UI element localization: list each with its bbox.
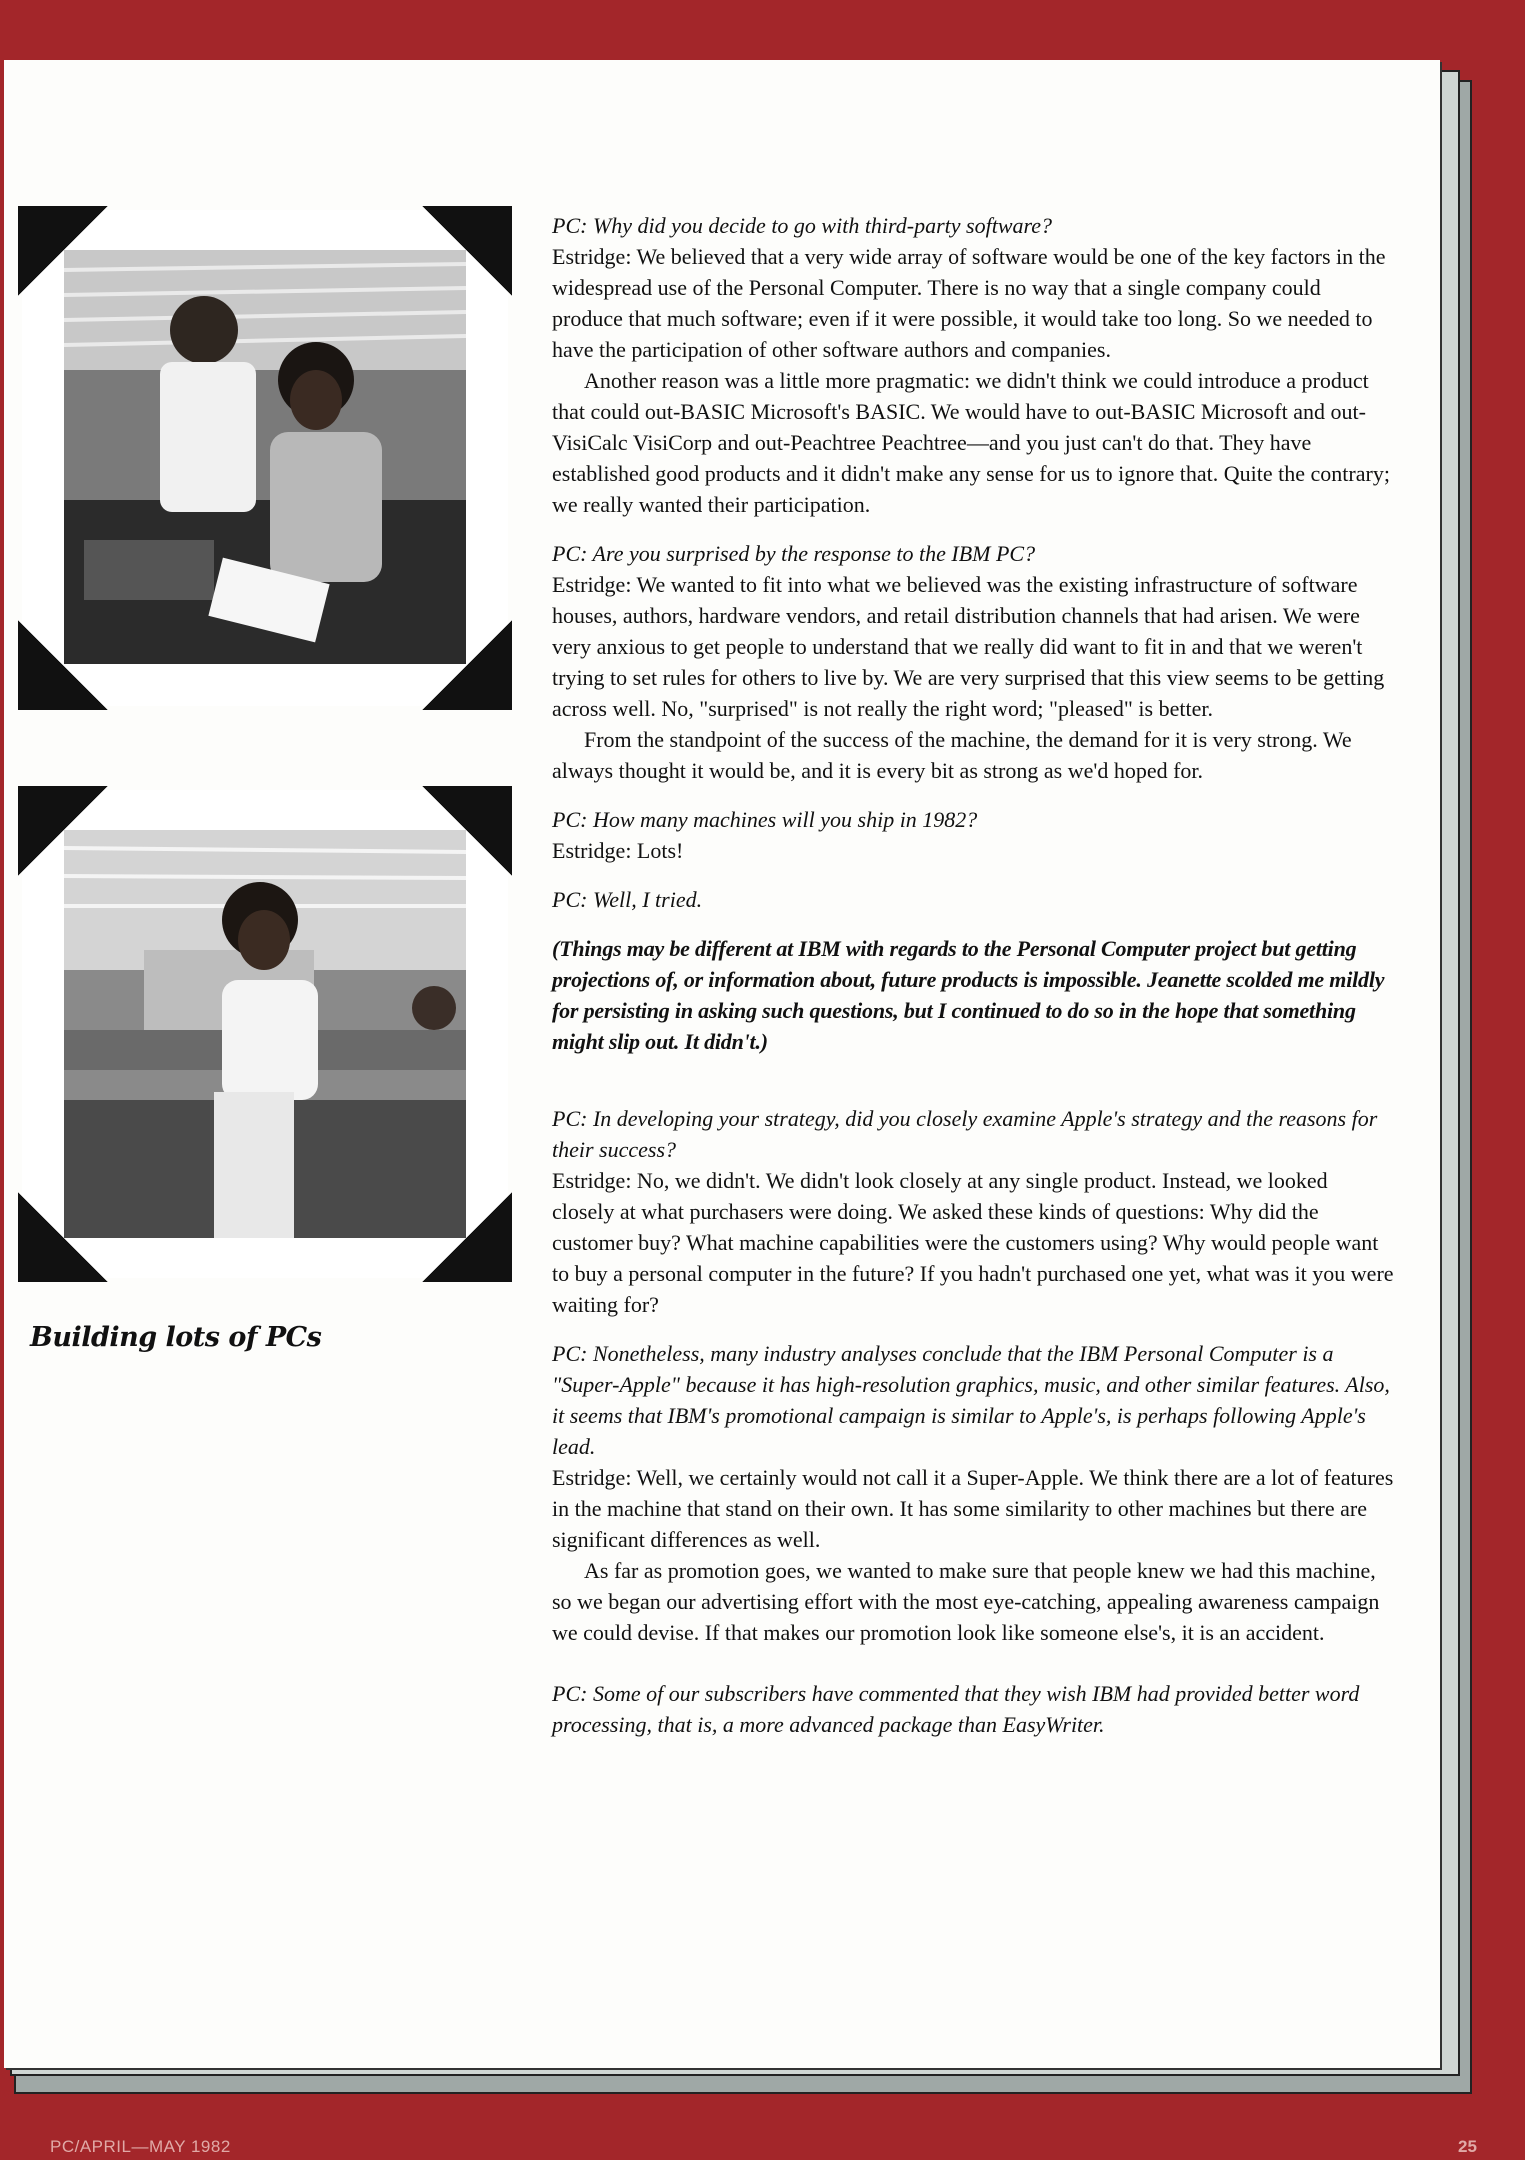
answer-6-paragraph-1: Estridge: Well, we certainly would not call it a Super-Apple. We think there are a lot of features in the machine that stand on their own. It has some similarity to other machines but there are significant differences as well.: [552, 1465, 1394, 1552]
answer-1-paragraph-1: Estridge: We believed that a very wide array of software would be one of the key factors in the widespread use of the Personal Computer. There is no way that a single company could produce that much software; even if it were possible, it would take too long. So we needed to have the participation of other software authors and companies.: [552, 244, 1386, 362]
photo-worker-line: [22, 790, 508, 1278]
photo-workers-assembly: [22, 210, 508, 706]
photo-image: [64, 250, 466, 664]
question-2: PC: Are you surprised by the response to the IBM PC?: [552, 541, 1036, 566]
question-1: PC: Why did you decide to go with third-party software?: [552, 213, 1053, 238]
answer-5: Estridge: No, we didn't. We didn't look closely at any single product. Instead, we looked closely at what purchasers were doing. We asked these kinds of questions: Why did the customer buy? What machine capabilities were the customers using? Why would people want to buy a personal computer in the future? If you hadn't purchased one yet, what was it you were waiting for?: [552, 1168, 1394, 1317]
answer-3: Estridge: Lots!: [552, 838, 684, 863]
question-4: PC: Well, I tried.: [552, 887, 703, 912]
answer-1-paragraph-2: Another reason was a little more pragmatic: we didn't think we could introduce a product that could out-BASIC Microsoft's BASIC. We would have to out-BASIC Microsoft and out-VisiCalc VisiCorp and out-Peachtree Peachtree—and you just can't do that. They have established good products and it didn't make any sense for us to ignore that. Quite the contrary; we really wanted their participation.: [552, 368, 1390, 517]
footer-issue: PC/APRIL—MAY 1982: [50, 2137, 231, 2156]
photo-image: [64, 830, 466, 1238]
interview-column: [552, 210, 1394, 1740]
question-5: PC: In developing your strategy, did you closely examine Apple's strategy and the reasons for their success?: [552, 1106, 1378, 1162]
question-6: PC: Nonetheless, many industry analyses conclude that the IBM Personal Computer is a "Super-Apple" because it has high-resolution graphics, music, and other similar features. Also, it seems that IBM's promotional campaign is similar to Apple's, is perhaps following Apple's lead.: [552, 1341, 1390, 1459]
editor-note: (Things may be different at IBM with regards to the Personal Computer project but getting projections of, or information about, future products is impossible. Jeanette scolded me mildly for persisting in asking such questions, but I continued to do so in the hope that something might slip out. It didn't.): [552, 936, 1385, 1054]
answer-2-paragraph-2: From the standpoint of the success of the machine, the demand for it is very strong. We always thought it would be, and it is every bit as strong as we'd hoped for.: [552, 727, 1352, 783]
question-7: PC: Some of our subscribers have commented that they wish IBM had provided better word processing, that is, a more advanced package than EasyWriter.: [552, 1681, 1360, 1737]
page-number: 25: [1458, 2137, 1477, 2156]
answer-6-paragraph-2: As far as promotion goes, we wanted to make sure that people knew we had this machine, so we began our advertising effort with the most eye-catching, appealing awareness campaign we could devise. If that makes our promotion look like someone else's, it is an accident.: [552, 1558, 1380, 1645]
question-3: PC: How many machines will you ship in 1982?: [552, 807, 978, 832]
answer-2-paragraph-1: Estridge: We wanted to fit into what we believed was the existing infrastructure of software houses, authors, hardware vendors, and retail distribution channels that had arisen. We were very anxious to get people to understand that we really did want to fit in and that we weren't trying to set rules for others to live by. We are very surprised that this view seems to be getting across well. No, "surprised" is not really the right word; "pleased" is better.: [552, 572, 1385, 721]
photo-caption: Building lots of PCs: [30, 1322, 322, 1353]
magazine-page: [4, 60, 1440, 2068]
